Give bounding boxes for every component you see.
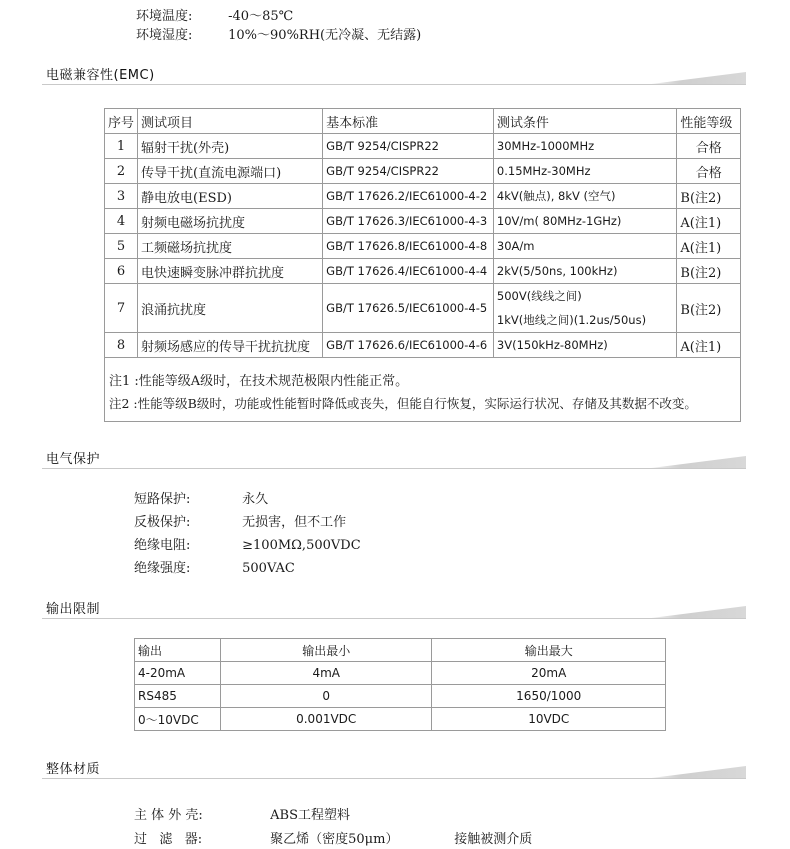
row-number: 2 bbox=[105, 159, 138, 184]
row-number: 4 bbox=[105, 209, 138, 234]
test-condition: 30MHz-1000MHz bbox=[493, 134, 676, 159]
standard: GB/T 9254/CISPR22 bbox=[323, 159, 494, 184]
section-swoosh-decoration bbox=[636, 456, 746, 468]
env-humidity-value: 10%～90%RH(无冷凝、无结露) bbox=[228, 28, 422, 43]
section-swoosh-decoration bbox=[636, 766, 746, 778]
section-swoosh-decoration bbox=[636, 72, 746, 84]
section-divider bbox=[42, 618, 746, 619]
test-item: 电快速瞬变脉冲群抗扰度 bbox=[138, 259, 323, 284]
grade: A(注1) bbox=[677, 234, 741, 259]
material-filter-value: 聚乙烯（密度50μm） bbox=[270, 832, 399, 847]
standard: GB/T 17626.6/IEC61000-4-6 bbox=[323, 333, 494, 358]
table-row bbox=[105, 234, 741, 259]
table-row bbox=[105, 159, 741, 184]
grade: B(注2) bbox=[677, 284, 741, 333]
grade: 合格 bbox=[677, 134, 741, 159]
row-number: 7 bbox=[105, 284, 138, 333]
test-condition: 30A/m bbox=[493, 234, 676, 259]
test-condition: 0.15MHz-30MHz bbox=[493, 159, 676, 184]
test-condition-line: 500V(线线之间) bbox=[496, 289, 582, 303]
emc-table bbox=[104, 108, 741, 358]
standard: GB/T 17626.8/IEC61000-4-8 bbox=[323, 234, 494, 259]
test-item: 浪涌抗扰度 bbox=[138, 284, 323, 333]
output-min: 0 bbox=[220, 685, 432, 708]
protection-row bbox=[134, 534, 361, 553]
protection-label: 绝缘强度: bbox=[134, 561, 191, 576]
protection-label: 绝缘电阻: bbox=[134, 538, 191, 553]
material-shell-value: ABS工程塑料 bbox=[270, 808, 350, 823]
section-header-output bbox=[0, 598, 790, 622]
env-temperature-label: 环境温度: bbox=[136, 9, 193, 24]
env-temperature-value: -40～85℃ bbox=[228, 9, 294, 24]
table-header-row bbox=[135, 639, 666, 662]
header-cell: 输出最小 bbox=[220, 639, 432, 662]
header-cell: 输出 bbox=[135, 639, 221, 662]
test-condition: 4kV(触点), 8kV (空气) bbox=[493, 184, 676, 209]
grade: 合格 bbox=[677, 159, 741, 184]
env-temperature-row bbox=[136, 5, 293, 24]
protection-value: 永久 bbox=[242, 492, 269, 507]
protection-row bbox=[134, 557, 295, 576]
test-item: 辐射干扰(外壳) bbox=[138, 134, 323, 159]
header-cell: 输出最大 bbox=[432, 639, 666, 662]
section-header-protection bbox=[0, 448, 790, 472]
env-humidity-label: 环境湿度: bbox=[136, 28, 193, 43]
material-filter-row bbox=[134, 828, 532, 847]
table-header-row bbox=[105, 109, 741, 134]
test-item: 工频磁场抗扰度 bbox=[138, 234, 323, 259]
grade: A(注1) bbox=[677, 333, 741, 358]
material-shell-row bbox=[134, 804, 350, 823]
header-cell: 测试条件 bbox=[493, 109, 676, 134]
section-divider bbox=[42, 468, 746, 469]
section-header-material bbox=[0, 758, 790, 782]
header-cell: 基本标准 bbox=[323, 109, 494, 134]
test-item: 静电放电(ESD) bbox=[138, 184, 323, 209]
output-max: 1650/1000 bbox=[432, 685, 666, 708]
test-condition-line: 1kV(地线之间)(1.2us/50us) bbox=[496, 313, 647, 327]
output-table bbox=[134, 638, 666, 731]
output-type: 0～10VDC bbox=[135, 708, 221, 731]
table-row bbox=[105, 134, 741, 159]
output-min: 0.001VDC bbox=[220, 708, 432, 731]
output-max: 20mA bbox=[432, 662, 666, 685]
protection-value: ≥100MΩ,500VDC bbox=[242, 538, 361, 553]
standard: GB/T 17626.3/IEC61000-4-3 bbox=[323, 209, 494, 234]
table-row bbox=[105, 184, 741, 209]
material-filter-label: 过 滤 器: bbox=[134, 832, 203, 847]
table-row bbox=[135, 708, 666, 731]
header-cell: 序号 bbox=[105, 109, 138, 134]
standard: GB/T 17626.2/IEC61000-4-2 bbox=[323, 184, 494, 209]
table-row bbox=[135, 685, 666, 708]
output-type: RS485 bbox=[135, 685, 221, 708]
output-max: 10VDC bbox=[432, 708, 666, 731]
section-divider bbox=[42, 778, 746, 779]
test-condition: 3V(150kHz-80MHz) bbox=[493, 333, 676, 358]
output-type: 4-20mA bbox=[135, 662, 221, 685]
row-number: 5 bbox=[105, 234, 138, 259]
standard: GB/T 17626.5/IEC61000-4-5 bbox=[323, 284, 494, 333]
section-divider bbox=[42, 84, 746, 85]
protection-value: 500VAC bbox=[242, 561, 295, 576]
section-title-material: 整体材质 bbox=[46, 762, 101, 777]
header-cell: 测试项目 bbox=[138, 109, 323, 134]
protection-row bbox=[134, 488, 268, 507]
section-title-output: 输出限制 bbox=[46, 602, 101, 617]
section-header-emc bbox=[0, 64, 790, 88]
table-row bbox=[105, 333, 741, 358]
section-title-protection: 电气保护 bbox=[46, 452, 101, 467]
grade: A(注1) bbox=[677, 209, 741, 234]
material-filter-extra: 接触被测介质 bbox=[454, 832, 533, 847]
row-number: 1 bbox=[105, 134, 138, 159]
row-number: 3 bbox=[105, 184, 138, 209]
test-item: 射频场感应的传导干扰抗扰度 bbox=[138, 333, 323, 358]
protection-row bbox=[134, 511, 346, 530]
table-row bbox=[105, 209, 741, 234]
section-title-emc: 电磁兼容性(EMC) bbox=[46, 68, 155, 83]
env-humidity-row bbox=[136, 24, 421, 43]
protection-value: 无损害，但不工作 bbox=[242, 515, 347, 530]
test-item: 传导干扰(直流电源端口) bbox=[138, 159, 323, 184]
emc-notes-box bbox=[104, 356, 741, 422]
output-min: 4mA bbox=[220, 662, 432, 685]
note-1: 注1 :性能等级A级时，在技术规范极限内性能正常。 bbox=[109, 374, 409, 389]
standard: GB/T 9254/CISPR22 bbox=[323, 134, 494, 159]
table-row bbox=[105, 259, 741, 284]
protection-label: 短路保护: bbox=[134, 492, 191, 507]
test-condition: 10V/m( 80MHz-1GHz) bbox=[493, 209, 676, 234]
test-condition: 2kV(5/50ns, 100kHz) bbox=[493, 259, 676, 284]
header-cell: 性能等级 bbox=[677, 109, 741, 134]
protection-label: 反极保护: bbox=[134, 515, 191, 530]
material-shell-label: 主 体 外 壳: bbox=[134, 808, 203, 823]
table-row bbox=[105, 284, 741, 333]
row-number: 6 bbox=[105, 259, 138, 284]
standard: GB/T 17626.4/IEC61000-4-4 bbox=[323, 259, 494, 284]
table-row bbox=[135, 662, 666, 685]
section-swoosh-decoration bbox=[636, 606, 746, 618]
grade: B(注2) bbox=[677, 184, 741, 209]
test-condition bbox=[493, 284, 676, 333]
test-item: 射频电磁场抗扰度 bbox=[138, 209, 323, 234]
note-2: 注2 :性能等级B级时，功能或性能暂时降低或丧失，但能自行恢复，实际运行状况、存储及其数据不改变。 bbox=[109, 396, 697, 411]
grade: B(注2) bbox=[677, 259, 741, 284]
row-number: 8 bbox=[105, 333, 138, 358]
